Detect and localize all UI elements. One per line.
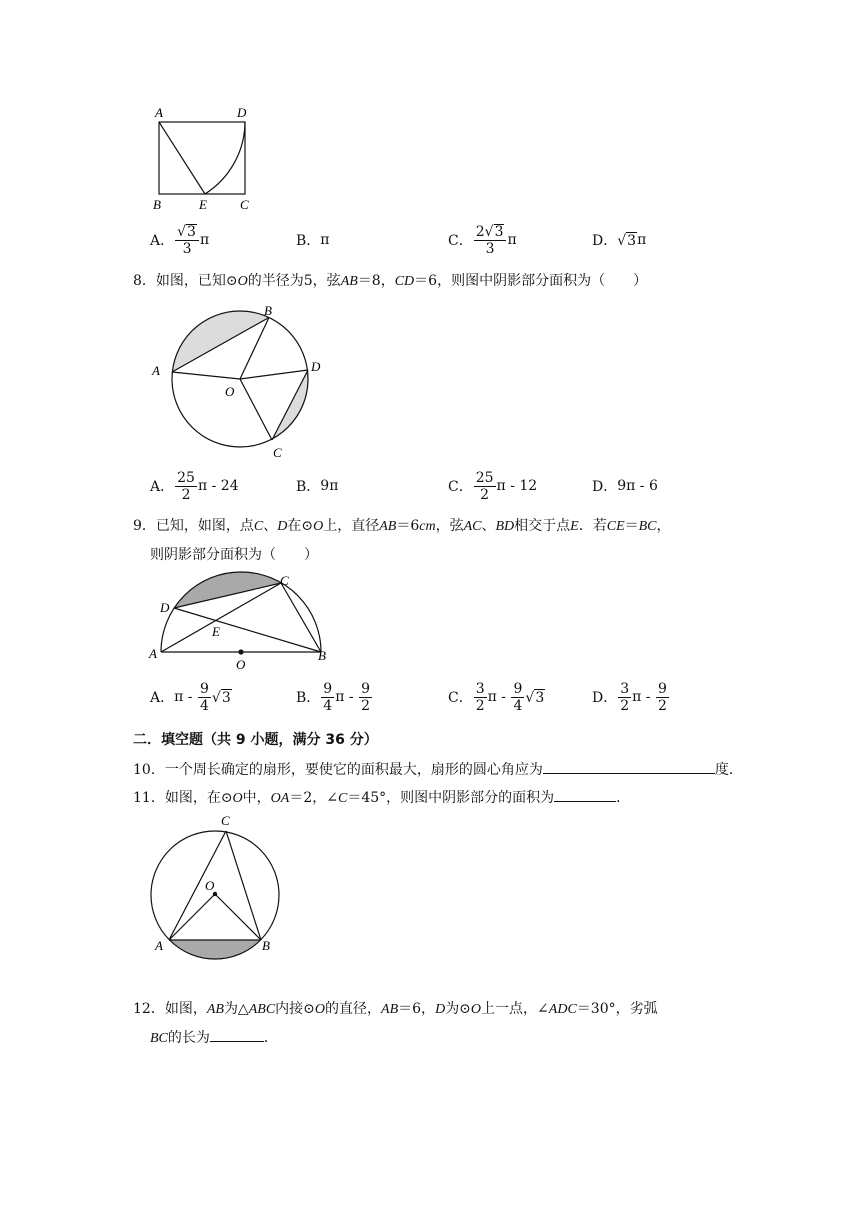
q7-label-d: D [237,105,247,120]
section-heading-fill-in: 二．填空题（共 9 小题，满分 36 分） [133,732,378,748]
q11-label-c: C [221,813,230,828]
q12-question-line2: BC的长为 ． [150,1027,278,1049]
q9-label-c: C [280,573,289,588]
q12-answer-blank[interactable] [210,1027,264,1042]
q8-option-d[interactable]: D． 9π - 6 [592,478,658,495]
q8-label-d: D [311,359,321,374]
q9-option-d[interactable]: D． $\frac{3}{2}$ π - $\frac{9}{2}$ [592,680,667,714]
q7-option-c[interactable]: C． 2 √ 3 3 π [448,224,517,257]
q9-label-e: E [212,624,220,639]
q7-option-d[interactable]: D． √ 3 π [592,232,647,249]
q9-figure [145,570,345,670]
q9-option-b[interactable]: B． $\frac{9}{4}$ π - $\frac{9}{2}$ [296,680,370,714]
q11-question: 11．如图，在⊙O中，OA＝2，∠C＝45°，则图中阴影部分的面积为 ． [133,787,630,809]
q7-label-b: B [153,197,161,212]
q9-label-b: B [318,648,326,663]
q11-label-o: O [205,878,215,893]
q9-option-a[interactable]: A． π - $\frac{9}{4}$ √ 3 [150,680,231,714]
q9-option-c[interactable]: C． $\frac{3}{2}$ π - $\frac{9}{4}$ √ 3 [448,680,545,714]
q7-option-a[interactable]: A． √ 3 3 π [150,224,210,257]
q7-label-e: E [199,197,207,212]
q8-figure [145,300,335,465]
q11-label-b: B [262,938,270,953]
q11-label-a: A [155,938,163,953]
q9-label-o: O [236,657,246,670]
q7-option-b[interactable]: B． π [296,232,330,249]
q8-label-b: B [264,303,272,318]
q11-figure [145,810,285,960]
q9-label-a: A [149,646,157,661]
q9-question-line1: 9．已知，如图，点C、D在⊙O上，直径AB＝6cm，弦AC、BD相交于点E．若CE＝BC， [133,518,671,534]
q9-label-d: D [160,600,170,615]
q8-option-c[interactable]: C． $\frac{25}{2}$ π - 12 [448,469,538,503]
q11-answer-blank[interactable] [554,787,616,802]
q8-label-c: C [273,445,282,460]
q10-question: 10．一个周长确定的扇形，要使它的面积最大，扇形的圆心角应为 度． [133,759,743,780]
q10-answer-blank[interactable] [543,759,715,774]
q9-question-line2: 则阴影部分面积为（ ） [150,547,318,563]
q8-label-a: A [152,363,160,378]
q12-question-line1: 12．如图，AB为△ABC内接⊙O的直径，AB＝6，D为⊙O上一点，∠ADC＝30°，劣弧 [133,1001,658,1017]
q8-question: 8．如图，已知⊙O的半径为5，弦AB＝8，CD＝6，则图中阴影部分面积为（ ） [133,273,648,289]
q8-option-b[interactable]: B． 9π [296,478,339,495]
q7-label-a: A [155,105,163,120]
q8-option-a[interactable]: A． $\frac{25}{2}$ π - 24 [150,469,239,503]
q7-label-c: C [240,197,249,212]
q7-figure [145,100,260,215]
q8-label-o: O [225,384,235,399]
